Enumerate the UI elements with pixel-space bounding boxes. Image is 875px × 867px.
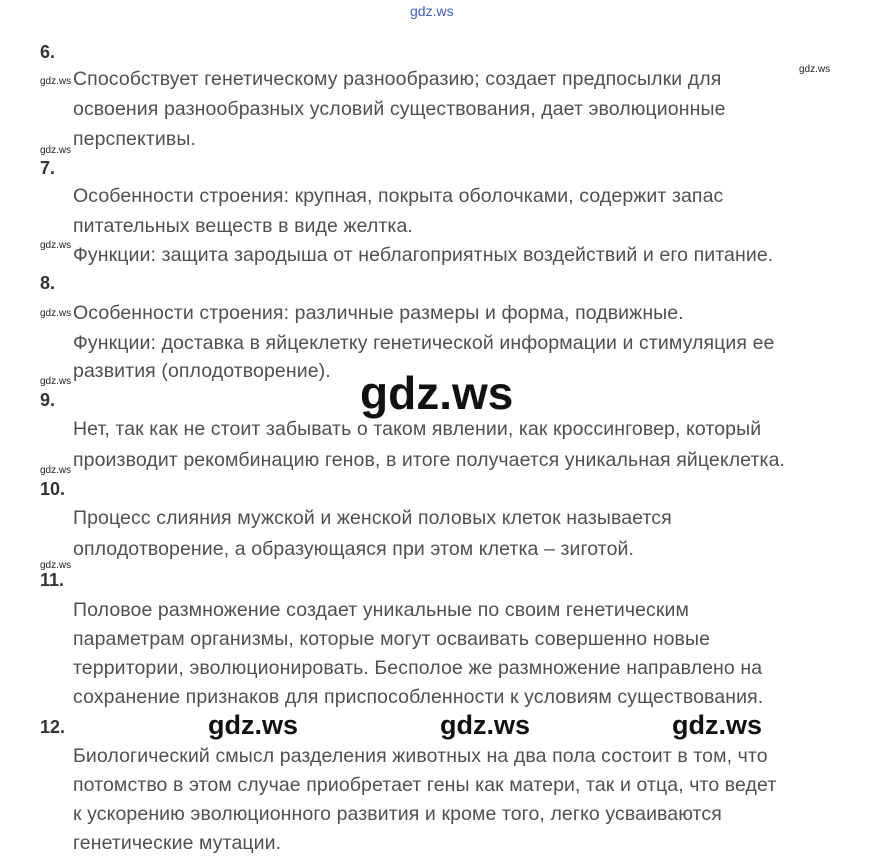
answer-6-line-2: освоения разнообразных условий существования, дает эволюционные: [73, 98, 726, 120]
answer-9-line-1: Нет, так как не стоит забывать о таком явлении, как кроссинговер, который: [73, 418, 762, 440]
answer-7-line-3: Функции: защита зародыша от неблагоприятных воздействий и его питание.: [73, 244, 774, 266]
watermark-top: gdz.ws: [410, 3, 454, 19]
answer-12-line-3: к ускорению эволюционного развития и кроме того, легко усваиваются: [73, 803, 722, 825]
watermark-mid: gdz.ws: [208, 710, 299, 740]
answer-number-9: 9.: [40, 390, 56, 410]
watermark-tiny: gdz.ws: [40, 376, 72, 387]
watermark-tiny: gdz.ws: [40, 76, 72, 87]
answer-11-line-1: Половое размножение создает уникальные по своим генетическим: [73, 599, 690, 621]
answer-6-line-3: перспективы.: [73, 128, 196, 150]
answer-number-10: 10.: [40, 479, 66, 499]
answer-10-line-2: оплодотворение, а образующаяся при этом клетка – зиготой.: [73, 538, 635, 560]
watermark-tiny: gdz.ws: [40, 560, 72, 571]
answer-number-8: 8.: [40, 273, 56, 293]
answer-12-line-1: Биологический смысл разделения животных на два пола состоит в том, что: [73, 745, 768, 767]
answer-number-11: 11.: [40, 570, 65, 590]
answer-7-line-1: Особенности строения: крупная, покрыта оболочками, содержит запас: [73, 185, 724, 207]
answer-10-line-1: Процесс слияния мужской и женской половых клеток называется: [73, 507, 672, 529]
answer-8-line-3: развития (оплодотворение).: [73, 360, 331, 382]
watermark-big: gdz.ws: [360, 367, 514, 419]
watermark-tiny: gdz.ws: [40, 465, 72, 476]
answer-number-12: 12.: [40, 717, 66, 737]
answer-8-line-2: Функции: доставка в яйцеклетку генетической информации и стимуляция ее: [73, 332, 775, 354]
answer-12-line-4: генетические мутации.: [73, 832, 282, 854]
watermark-tiny: gdz.ws: [40, 240, 72, 251]
watermark-mid: gdz.ws: [440, 710, 531, 740]
answer-11-line-3: территории, эволюционировать. Бесполое же размножение направлено на: [73, 657, 763, 679]
answer-9-line-2: производит рекомбинацию генов, в итоге получается уникальная яйцеклетка.: [73, 449, 786, 471]
answer-number-6: 6.: [40, 42, 56, 62]
watermark-mid: gdz.ws: [672, 710, 763, 740]
watermark-tiny: gdz.ws: [40, 145, 72, 156]
answer-6-line-1: Способствует генетическому разнообразию; создает предпосылки для: [73, 68, 722, 90]
watermark-tiny: gdz.ws: [40, 308, 72, 319]
answer-7-line-2: питательных веществ в виде желтка.: [73, 215, 413, 237]
answer-12-line-2: потомство в этом случае приобретает гены как матери, так и отца, что ведет: [73, 774, 777, 796]
answer-11-line-2: параметрам организмы, которые могут осваивать совершенно новые: [73, 628, 711, 650]
answer-number-7: 7.: [40, 158, 56, 178]
answer-8-line-1: Особенности строения: различные размеры и форма, подвижные.: [73, 302, 684, 324]
watermark-tiny: gdz.ws: [799, 64, 831, 75]
answer-11-line-4: сохранение признаков для приспособленности к условиям существования.: [73, 686, 764, 708]
